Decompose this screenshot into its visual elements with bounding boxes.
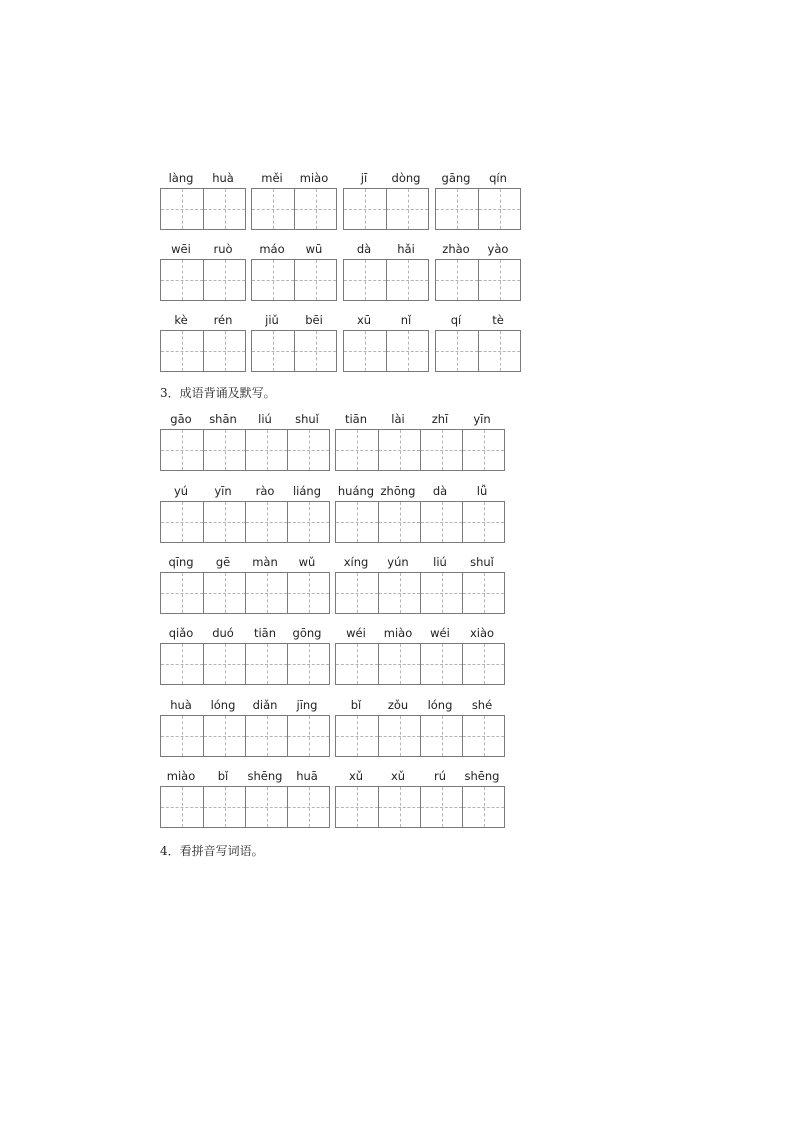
- pinyin-syllable: lài: [391, 412, 405, 426]
- word-grid-group: [160, 715, 330, 757]
- pinyin-syllable: liú: [433, 555, 447, 569]
- tian-zi-ge-cell[interactable]: [336, 502, 378, 542]
- pinyin-syllable: rú: [433, 769, 447, 783]
- pinyin-syllable: tiān: [253, 626, 277, 640]
- word-grid-group: [251, 188, 337, 230]
- tian-zi-ge-cell[interactable]: [203, 189, 245, 229]
- tian-zi-ge-cell[interactable]: [245, 787, 287, 827]
- tian-zi-ge-cell[interactable]: [436, 189, 478, 229]
- pinyin-syllable: jī: [360, 171, 368, 185]
- tian-zi-ge-cell[interactable]: [336, 573, 378, 613]
- pinyin-syllable: rén: [213, 313, 233, 327]
- pinyin-syllable: huà: [170, 698, 192, 712]
- tian-zi-ge-cell[interactable]: [420, 716, 462, 756]
- pinyin-syllable: gāng: [441, 171, 471, 185]
- word-grid-group: [160, 330, 246, 372]
- tian-zi-ge-cell[interactable]: [287, 787, 329, 827]
- pinyin-syllable: gōng: [292, 626, 322, 640]
- tian-zi-ge-cell[interactable]: [420, 644, 462, 684]
- pinyin-syllable: màn: [252, 555, 278, 569]
- pinyin-syllable: qí: [450, 313, 462, 327]
- pinyin-syllable: tè: [492, 313, 504, 327]
- tian-zi-ge-cell[interactable]: [386, 260, 428, 300]
- tian-zi-ge-cell[interactable]: [203, 260, 245, 300]
- pinyin-syllable: wū: [305, 242, 323, 256]
- pinyin-syllable: miào: [299, 171, 329, 185]
- tian-zi-ge-cell[interactable]: [287, 573, 329, 613]
- pinyin-syllable: gāo: [170, 412, 192, 426]
- pinyin-syllable: bēi: [305, 313, 323, 327]
- tian-zi-ge-cell[interactable]: [294, 189, 336, 229]
- tian-zi-ge-cell[interactable]: [203, 644, 245, 684]
- tian-zi-ge-cell[interactable]: [161, 260, 203, 300]
- word-grid-group: [160, 786, 330, 828]
- tian-zi-ge-cell[interactable]: [386, 189, 428, 229]
- tian-zi-ge-cell[interactable]: [378, 644, 420, 684]
- tian-zi-ge-cell[interactable]: [420, 787, 462, 827]
- word-grid-group: [335, 643, 505, 685]
- tian-zi-ge-cell[interactable]: [478, 260, 520, 300]
- pinyin-syllable: zhōng: [380, 484, 416, 498]
- word-grid-group: [160, 188, 246, 230]
- pinyin-syllable: ruò: [213, 242, 233, 256]
- section-3-heading: 3．成语背诵及默写。: [160, 386, 276, 400]
- pinyin-syllable: hǎi: [397, 242, 415, 256]
- tian-zi-ge-cell[interactable]: [252, 260, 294, 300]
- tian-zi-ge-cell[interactable]: [462, 502, 504, 542]
- tian-zi-ge-cell[interactable]: [287, 716, 329, 756]
- tian-zi-ge-cell[interactable]: [420, 502, 462, 542]
- pinyin-syllable: jīng: [296, 698, 318, 712]
- pinyin-syllable: yún: [387, 555, 409, 569]
- tian-zi-ge-cell[interactable]: [478, 189, 520, 229]
- word-grid-group: [335, 786, 505, 828]
- tian-zi-ge-cell[interactable]: [161, 787, 203, 827]
- tian-zi-ge-cell[interactable]: [161, 716, 203, 756]
- tian-zi-ge-cell[interactable]: [161, 430, 203, 470]
- pinyin-syllable: yào: [487, 242, 509, 256]
- tian-zi-ge-cell[interactable]: [336, 644, 378, 684]
- word-grid-group: [343, 188, 429, 230]
- pinyin-syllable: miào: [383, 626, 413, 640]
- tian-zi-ge-cell[interactable]: [420, 573, 462, 613]
- pinyin-syllable: zhào: [442, 242, 470, 256]
- tian-zi-ge-cell[interactable]: [245, 430, 287, 470]
- tian-zi-ge-cell[interactable]: [378, 430, 420, 470]
- pinyin-syllable: kè: [174, 313, 188, 327]
- tian-zi-ge-cell[interactable]: [287, 430, 329, 470]
- pinyin-syllable: dà: [432, 484, 448, 498]
- pinyin-syllable: qín: [489, 171, 507, 185]
- tian-zi-ge-cell[interactable]: [287, 502, 329, 542]
- pinyin-syllable: zhī: [431, 412, 449, 426]
- tian-zi-ge-cell[interactable]: [336, 716, 378, 756]
- pinyin-syllable: xíng: [343, 555, 369, 569]
- pinyin-syllable: měi: [261, 171, 283, 185]
- tian-zi-ge-cell[interactable]: [161, 189, 203, 229]
- word-grid-group: [435, 188, 521, 230]
- pinyin-syllable: yīn: [473, 412, 491, 426]
- word-grid-group: [335, 501, 505, 543]
- pinyin-syllable: huā: [296, 769, 318, 783]
- tian-zi-ge-cell[interactable]: [245, 573, 287, 613]
- pinyin-syllable: shé: [471, 698, 493, 712]
- tian-zi-ge-cell[interactable]: [252, 189, 294, 229]
- pinyin-syllable: dòng: [391, 171, 421, 185]
- word-grid-group: [435, 330, 521, 372]
- pinyin-syllable: xǔ: [390, 769, 406, 783]
- tian-zi-ge-cell[interactable]: [344, 189, 386, 229]
- tian-zi-ge-cell[interactable]: [203, 716, 245, 756]
- pinyin-syllable: rào: [255, 484, 275, 498]
- tian-zi-ge-cell[interactable]: [245, 502, 287, 542]
- pinyin-syllable: xū: [356, 313, 372, 327]
- word-grid-group: [335, 715, 505, 757]
- word-grid-group: [335, 572, 505, 614]
- word-grid-group: [160, 643, 330, 685]
- pinyin-syllable: làng: [168, 171, 194, 185]
- word-grid-group: [343, 330, 429, 372]
- pinyin-syllable: diǎn: [252, 698, 278, 712]
- pinyin-syllable: jiǔ: [265, 313, 279, 327]
- word-grid-group: [160, 259, 246, 301]
- pinyin-syllable: gē: [215, 555, 231, 569]
- tian-zi-ge-cell[interactable]: [203, 787, 245, 827]
- tian-zi-ge-cell[interactable]: [161, 502, 203, 542]
- tian-zi-ge-cell[interactable]: [378, 502, 420, 542]
- tian-zi-ge-cell[interactable]: [245, 716, 287, 756]
- tian-zi-ge-cell[interactable]: [294, 260, 336, 300]
- pinyin-syllable: wéi: [430, 626, 450, 640]
- tian-zi-ge-cell[interactable]: [344, 260, 386, 300]
- tian-zi-ge-cell[interactable]: [386, 331, 428, 371]
- tian-zi-ge-cell[interactable]: [462, 787, 504, 827]
- tian-zi-ge-cell[interactable]: [203, 430, 245, 470]
- word-grid-group: [335, 429, 505, 471]
- word-grid-group: [160, 429, 330, 471]
- word-grid-group: [251, 259, 337, 301]
- tian-zi-ge-cell[interactable]: [245, 644, 287, 684]
- pinyin-syllable: shān: [209, 412, 237, 426]
- tian-zi-ge-cell[interactable]: [344, 331, 386, 371]
- pinyin-syllable: xiào: [469, 626, 495, 640]
- pinyin-syllable: tiān: [344, 412, 368, 426]
- tian-zi-ge-cell[interactable]: [378, 573, 420, 613]
- pinyin-syllable: shuǐ: [470, 555, 494, 569]
- word-grid-group: [435, 259, 521, 301]
- tian-zi-ge-cell[interactable]: [161, 573, 203, 613]
- pinyin-syllable: shuǐ: [295, 412, 319, 426]
- tian-zi-ge-cell[interactable]: [203, 502, 245, 542]
- tian-zi-ge-cell[interactable]: [378, 787, 420, 827]
- pinyin-syllable: yú: [173, 484, 189, 498]
- tian-zi-ge-cell[interactable]: [203, 331, 245, 371]
- pinyin-syllable: nǐ: [400, 313, 412, 327]
- pinyin-syllable: wēi: [171, 242, 191, 256]
- word-grid-group: [160, 572, 330, 614]
- tian-zi-ge-cell[interactable]: [420, 430, 462, 470]
- pinyin-syllable: wǔ: [298, 555, 316, 569]
- pinyin-syllable: lóng: [210, 698, 236, 712]
- pinyin-syllable: duó: [212, 626, 234, 640]
- word-grid-group: [160, 501, 330, 543]
- pinyin-syllable: shēng: [464, 769, 500, 783]
- pinyin-syllable: wéi: [346, 626, 366, 640]
- tian-zi-ge-cell[interactable]: [462, 573, 504, 613]
- tian-zi-ge-cell[interactable]: [161, 644, 203, 684]
- pinyin-syllable: dà: [356, 242, 372, 256]
- tian-zi-ge-cell[interactable]: [462, 430, 504, 470]
- section-4-heading: 4．看拼音写词语。: [160, 844, 264, 858]
- pinyin-syllable: shēng: [247, 769, 283, 783]
- word-grid-group: [343, 259, 429, 301]
- pinyin-syllable: huà: [212, 171, 234, 185]
- tian-zi-ge-cell[interactable]: [478, 331, 520, 371]
- tian-zi-ge-cell[interactable]: [161, 331, 203, 371]
- pinyin-syllable: liáng: [292, 484, 322, 498]
- pinyin-syllable: liú: [258, 412, 272, 426]
- pinyin-syllable: lǚ: [476, 484, 488, 498]
- tian-zi-ge-cell[interactable]: [436, 260, 478, 300]
- tian-zi-ge-cell[interactable]: [252, 331, 294, 371]
- tian-zi-ge-cell[interactable]: [336, 787, 378, 827]
- pinyin-syllable: yīn: [214, 484, 232, 498]
- pinyin-syllable: bǐ: [217, 769, 229, 783]
- word-grid-group: [251, 330, 337, 372]
- pinyin-syllable: máo: [259, 242, 285, 256]
- pinyin-syllable: qiǎo: [168, 626, 194, 640]
- pinyin-syllable: huáng: [337, 484, 375, 498]
- tian-zi-ge-cell[interactable]: [436, 331, 478, 371]
- tian-zi-ge-cell[interactable]: [462, 716, 504, 756]
- tian-zi-ge-cell[interactable]: [378, 716, 420, 756]
- pinyin-syllable: xǔ: [348, 769, 364, 783]
- pinyin-syllable: qīng: [168, 555, 194, 569]
- tian-zi-ge-cell[interactable]: [336, 430, 378, 470]
- tian-zi-ge-cell[interactable]: [287, 644, 329, 684]
- pinyin-syllable: zǒu: [387, 698, 409, 712]
- pinyin-syllable: miào: [166, 769, 196, 783]
- tian-zi-ge-cell[interactable]: [294, 331, 336, 371]
- pinyin-syllable: bǐ: [350, 698, 362, 712]
- tian-zi-ge-cell[interactable]: [462, 644, 504, 684]
- pinyin-syllable: lóng: [427, 698, 453, 712]
- tian-zi-ge-cell[interactable]: [203, 573, 245, 613]
